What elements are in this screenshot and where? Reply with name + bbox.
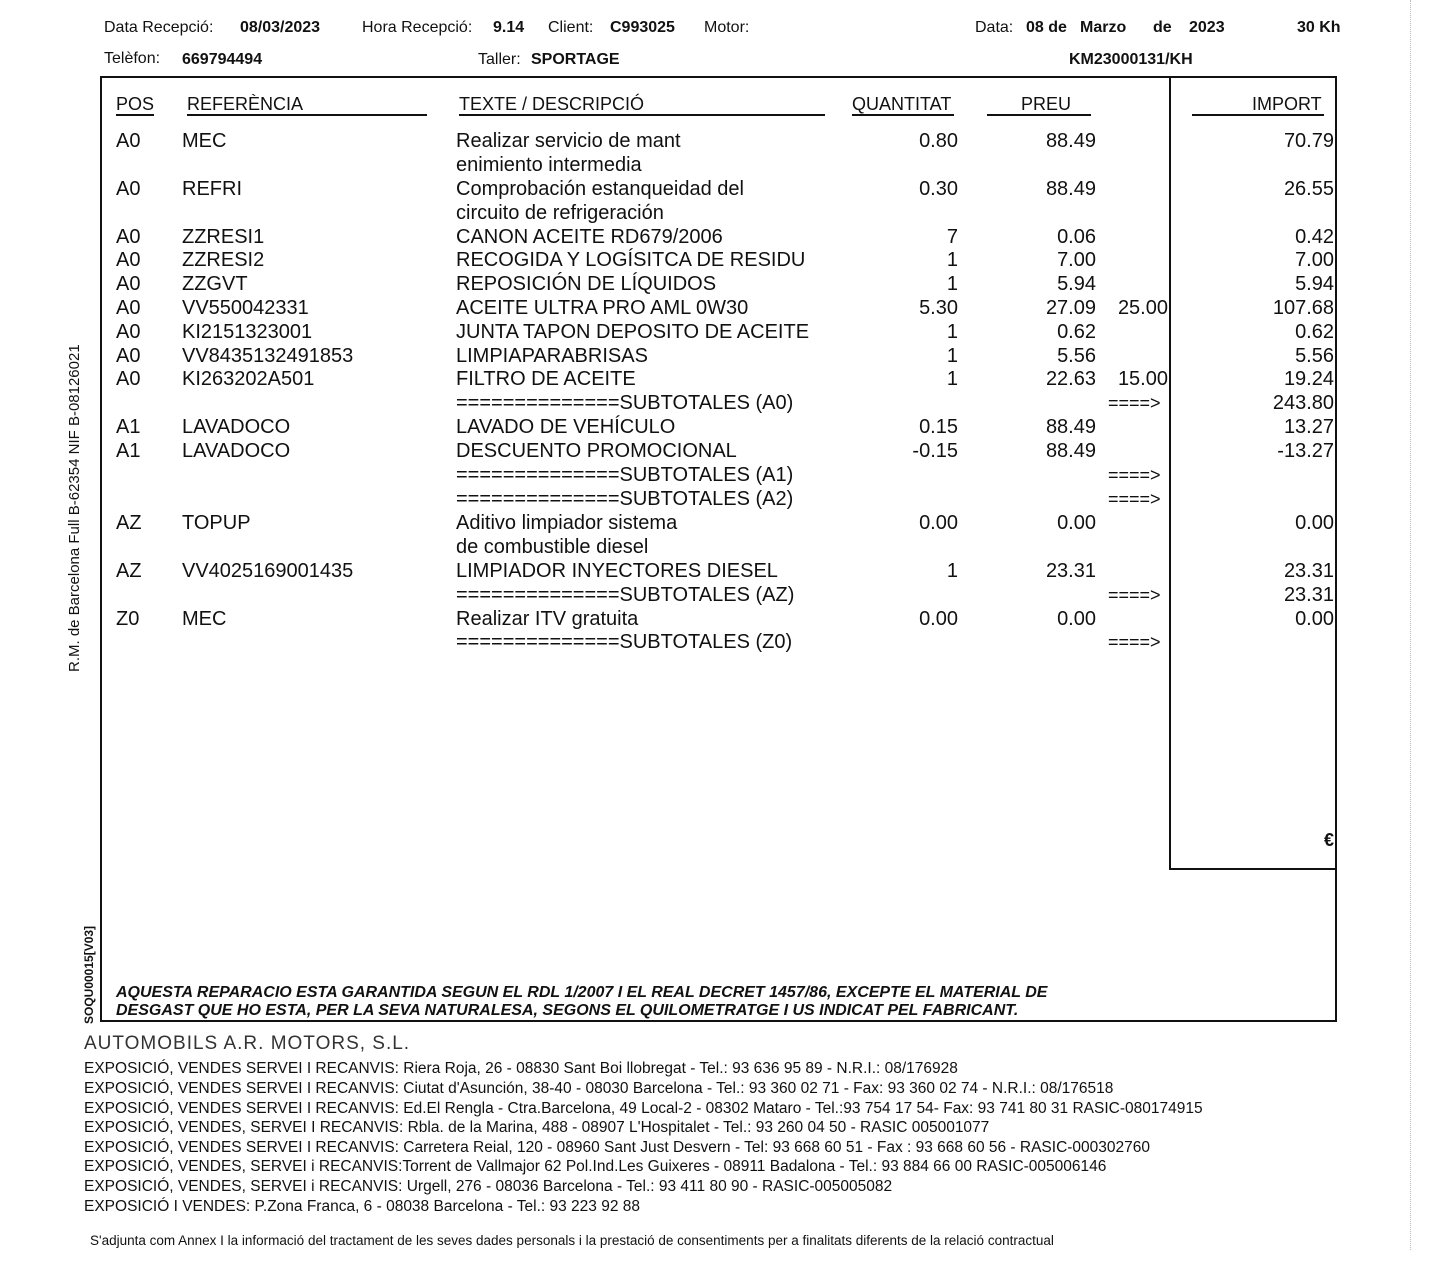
date-day: 08 de [1026,19,1067,36]
line-description: ==============SUBTOTALES (AZ) [456,584,795,606]
line-price: 88.49 [1045,130,1096,152]
line-import: 13.27 [1283,416,1334,438]
line-quantity: 0.00 [919,512,958,534]
table-row [0,511,1440,535]
line-description: REPOSICIÓN DE LÍQUIDOS [456,273,717,295]
line-quantity: 1 [946,345,958,367]
reception-date-label: Data Recepció: [104,19,214,36]
line-description: DESCUENTO PROMOCIONAL [456,440,737,462]
line-price: 0.62 [1057,321,1096,343]
line-pos: A0 [116,321,141,343]
line-import: 19.24 [1283,368,1334,390]
line-price: 0.06 [1057,226,1096,248]
line-pos: A1 [116,416,141,438]
table-row [0,439,1440,463]
line-description: ACEITE ULTRA PRO AML 0W30 [456,297,749,319]
line-description: RECOGIDA Y LOGÍSITCA DE RESIDU [456,249,806,271]
reception-time: 9.14 [493,19,525,36]
line-price: 23.31 [1045,560,1096,582]
table-row [0,607,1440,631]
line-description: JUNTA TAPON DEPOSITO DE ACEITE [456,321,810,343]
address-line: EXPOSICIÓ, VENDES SERVEI I RECANVIS: Ed.El Rengla - Ctra.Barcelona, 49 Local-2 - 08302 Mataro - Tel.:93 754 17 54- Fax: 93 741 80 31 RASIC-080174915 [84,1100,1203,1117]
client-label: Client: [548,19,594,36]
line-import: 243.80 [1272,392,1334,414]
line-import: 26.55 [1283,178,1334,200]
phone-number: 669794494 [182,51,263,68]
table-row [0,583,1440,607]
line-import: 23.31 [1283,584,1334,606]
line-description: de combustible diesel [456,536,649,558]
line-description: enimiento intermedia [456,154,642,176]
line-quantity: 0.80 [919,130,958,152]
line-import: 0.62 [1295,321,1334,343]
line-pos: A0 [116,345,141,367]
line-import: 0.42 [1295,226,1334,248]
warranty-notice [116,984,1047,1020]
table-row [0,272,1440,296]
line-pos: A0 [116,249,141,271]
line-reference: ZZGVT [182,273,248,295]
table-row [0,129,1440,153]
client-code: C993025 [610,19,675,36]
line-price: 88.49 [1045,440,1096,462]
line-price: 88.49 [1045,178,1096,200]
col-underline-quantity [852,114,954,116]
line-quantity: 1 [946,368,958,390]
line-description: CANON ACEITE RD679/2006 [456,226,723,248]
line-pos: Z0 [116,608,140,630]
line-price: 88.49 [1045,416,1096,438]
line-description: circuito de refrigeración [456,202,664,224]
line-pos: A0 [116,297,141,319]
line-reference: KI2151323001 [182,321,313,343]
col-header-price: PREU [1021,94,1072,114]
line-price: 27.09 [1045,297,1096,319]
table-row [0,320,1440,344]
line-import: 0.00 [1295,608,1334,630]
address-line: EXPOSICIÓ, VENDES SERVEI I RECANVIS: Ciutat d'Asunción, 38-40 - 08030 Barcelona - Tel.: 93 360 02 71 - Fax: 93 360 02 74 - N.R.I.: 08/176518 [84,1080,1114,1097]
address-line: EXPOSICIÓ, VENDES SERVEI I RECANVIS: Riera Roja, 26 - 08830 Sant Boi llobregat - Tel.: 93 636 95 89 - N.R.I.: 08/176928 [84,1060,958,1077]
line-reference: LAVADOCO [182,440,291,462]
company-name: AUTOMOBILS A.R. MOTORS, S.L. [84,1033,411,1054]
line-quantity: 0.00 [919,608,958,630]
address-line: EXPOSICIÓ, VENDES SERVEI I RECANVIS: Carretera Reial, 120 - 08960 Sant Just Desvern - Tel: 93 668 60 51 - Fax : 93 668 60 56 - RASIC-000302760 [84,1139,1151,1156]
line-description: LAVADO DE VEHÍCULO [456,416,676,438]
table-row [0,225,1440,249]
line-quantity: 0.15 [919,416,958,438]
warranty-line-2: DESGAST QUE HO ESTA, PER LA SEVA NATURALESA, SEGONS EL QUILOMETRATGE I US INDICAT PEL FABRICANT. [116,1002,1019,1019]
table-row [0,415,1440,439]
col-header-description: TEXTE / DESCRIPCIÓ [459,94,645,114]
line-pos: A1 [116,440,141,462]
line-pos: A0 [116,178,141,200]
table-row [0,559,1440,583]
document-reference: KM23000131/KH [1069,51,1193,68]
col-underline-pos [116,114,154,116]
date-label: Data: [975,19,1014,36]
line-quantity: -0.15 [912,440,958,462]
line-reference: MEC [182,608,227,630]
data-protection-footnote: S'adjunta com Annex I la informació del tractament de les seves dades personals i la prestació de consentiments per a finalitats diferents de la relació contractual [90,1233,1054,1248]
line-import: 0.00 [1295,512,1334,534]
line-price: 0.00 [1057,512,1096,534]
line-pos: A0 [116,273,141,295]
line-reference: LAVADOCO [182,416,291,438]
table-row [0,201,1440,225]
line-quantity: 7 [946,226,958,248]
line-description: Realizar ITV gratuita [456,608,639,630]
line-import: 70.79 [1283,130,1334,152]
line-description: Aditivo limpiador sistema [456,512,678,534]
line-reference: ZZRESI2 [182,249,265,271]
col-underline-price [987,114,1091,116]
line-price: 5.56 [1057,345,1096,367]
line-description: ==============SUBTOTALES (A0) [456,392,794,414]
line-reference: KI263202A501 [182,368,315,390]
table-row [0,344,1440,368]
warranty-line-1: AQUESTA REPARACIO ESTA GARANTIDA SEGUN EL RDL 1/2007 I EL REAL DECRET 1457/86, EXCEPTE EL MATERIAL DE [116,984,1048,1001]
table-row [0,296,1440,320]
address-line: EXPOSICIÓ I VENDES: P.Zona Franca, 6 - 08038 Barcelona - Tel.: 93 223 92 88 [84,1198,641,1215]
line-description: ==============SUBTOTALES (A2) [456,488,794,510]
phone-label: Telèfon: [104,50,161,67]
table-row [0,177,1440,201]
line-import: 107.68 [1272,297,1334,319]
address-line: EXPOSICIÓ, VENDES, SERVEI i RECANVIS: Urgell, 276 - 08036 Barcelona - Tel.: 93 411 80 90 - RASIC-005005082 [84,1178,893,1195]
table-row [0,367,1440,391]
col-underline-reference [187,114,427,116]
line-import: 5.56 [1295,345,1334,367]
registry-side-text: R.M. de Barcelona Full B-62354 NIF B-08126021 [66,344,83,672]
currency-symbol: € [1324,830,1335,850]
line-description: ==============SUBTOTALES (A1) [456,464,794,486]
line-description: LIMPIAPARABRISAS [456,345,648,367]
line-reference: VV550042331 [182,297,309,319]
table-row [0,391,1440,415]
col-underline-description [459,114,825,116]
line-quantity: 0.30 [919,178,958,200]
line-reference: VV4025169001435 [182,560,354,582]
workshop-label: Taller: [478,51,521,68]
line-price: 5.94 [1057,273,1096,295]
line-subtotal-arrow: ====> [1108,585,1161,605]
workshop-name: SPORTAGE [531,51,620,68]
line-import: -13.27 [1277,440,1334,462]
line-description: Comprobación estanqueidad del [456,178,744,200]
line-price: 7.00 [1057,249,1096,271]
km-value: 30 Kh [1297,19,1341,36]
date-year: 2023 [1189,19,1225,36]
line-quantity: 1 [946,321,958,343]
address-line: EXPOSICIÓ, VENDES, SERVEI i RECANVIS:Torrent de Vallmajor 62 Pol.Ind.Les Guixeres - 08911 Badalona - Tel.: 93 884 66 00 RASIC-005006146 [84,1158,1107,1175]
line-import: 7.00 [1295,249,1334,271]
line-description: ==============SUBTOTALES (Z0) [456,631,793,653]
line-quantity: 1 [946,249,958,271]
table-row [0,535,1440,559]
line-pos: AZ [116,512,142,534]
line-description: Realizar servicio de mant [456,130,681,152]
line-import: 23.31 [1283,560,1334,582]
line-discount: 15.00 [1117,368,1168,390]
line-pos: AZ [116,560,142,582]
line-pos: A0 [116,226,141,248]
motor-label: Motor: [704,19,750,36]
line-quantity: 1 [946,273,958,295]
col-header-quantity: QUANTITAT [852,94,952,114]
date-de: de [1153,19,1172,36]
date-month: Marzo [1080,19,1127,36]
line-quantity: 5.30 [919,297,958,319]
line-pos: A0 [116,368,141,390]
col-underline-import [1192,114,1324,116]
line-reference: TOPUP [182,512,251,534]
line-subtotal-arrow: ====> [1108,632,1161,652]
reception-time-label: Hora Recepció: [362,19,473,36]
line-reference: VV8435132491853 [182,345,354,367]
form-code-side-text: SOQU00015[V03] [82,925,96,1024]
line-reference: ZZRESI1 [182,226,265,248]
reception-date: 08/03/2023 [240,19,321,36]
line-subtotal-arrow: ====> [1108,393,1161,413]
line-description: LIMPIADOR INYECTORES DIESEL [456,560,778,582]
col-header-pos: POS [116,94,155,114]
table-row [0,248,1440,272]
table-row [0,153,1440,177]
table-row [0,630,1440,654]
table-row [0,487,1440,511]
table-row [0,463,1440,487]
line-quantity: 1 [946,560,958,582]
line-description: FILTRO DE ACEITE [456,368,636,390]
line-import: 5.94 [1295,273,1334,295]
col-header-reference: REFERÈNCIA [187,94,304,114]
line-pos: A0 [116,130,141,152]
line-reference: MEC [182,130,227,152]
line-price: 0.00 [1057,608,1096,630]
line-price: 22.63 [1045,368,1096,390]
line-subtotal-arrow: ====> [1108,465,1161,485]
line-reference: REFRI [182,178,242,200]
line-subtotal-arrow: ====> [1108,489,1161,509]
address-line: EXPOSICIÓ, VENDES, SERVEI I RECANVIS: Rbla. de la Marina, 488 - 08907 L'Hospitalet - Tel.: 93 260 04 50 - RASIC 005001077 [84,1119,990,1136]
line-discount: 25.00 [1117,297,1168,319]
col-header-import: IMPORT [1252,94,1322,114]
